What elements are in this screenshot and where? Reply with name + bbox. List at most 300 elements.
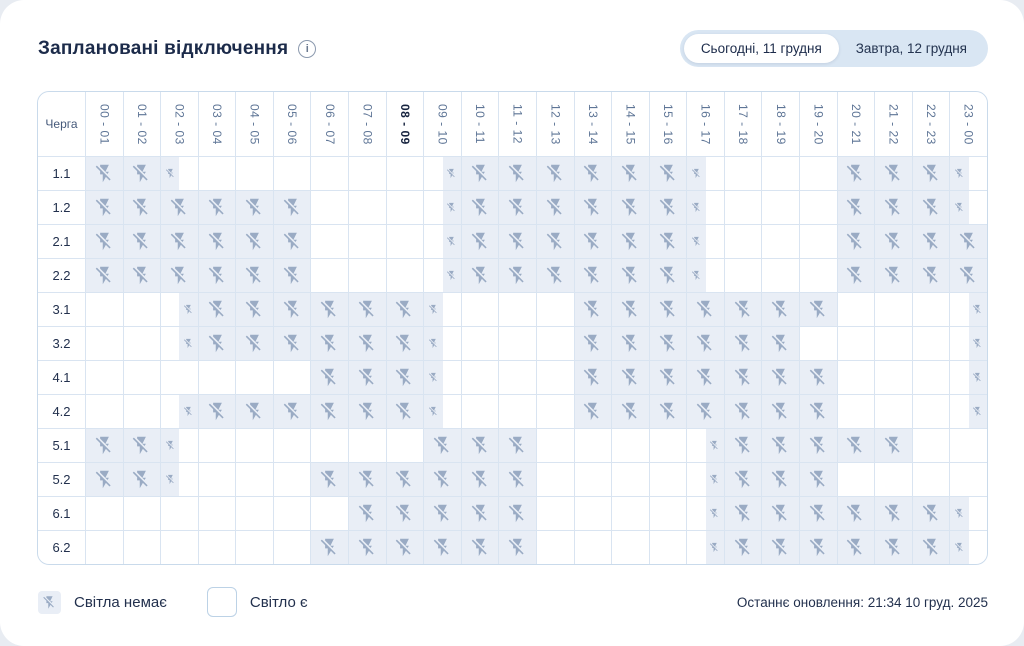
cell-power-on bbox=[612, 531, 649, 564]
power-off-icon bbox=[183, 304, 194, 315]
cell-outage bbox=[236, 293, 273, 326]
hour-header: 04 - 05 bbox=[236, 92, 273, 156]
power-off-icon bbox=[770, 333, 791, 354]
hour-header: 19 - 20 bbox=[800, 92, 837, 156]
power-off-icon bbox=[808, 469, 829, 490]
cell-power-on bbox=[236, 497, 273, 530]
cell-power-on bbox=[349, 429, 386, 462]
power-off-icon bbox=[582, 231, 603, 252]
cell-power-on bbox=[725, 225, 762, 258]
cell-outage bbox=[913, 531, 950, 564]
cell-outage-second-half bbox=[424, 259, 461, 292]
cell-outage bbox=[537, 191, 574, 224]
power-off-icon bbox=[507, 435, 528, 456]
cell-outage bbox=[199, 293, 236, 326]
cell-outage-second-half bbox=[424, 225, 461, 258]
cell-power-on bbox=[86, 293, 123, 326]
cell-outage bbox=[575, 327, 612, 360]
cell-outage-second-half bbox=[950, 327, 987, 360]
power-off-icon bbox=[808, 503, 829, 524]
cell-outage bbox=[650, 259, 687, 292]
cell-outage bbox=[86, 225, 123, 258]
power-off-icon bbox=[42, 595, 57, 610]
cell-power-on bbox=[762, 259, 799, 292]
cell-outage bbox=[762, 361, 799, 394]
power-off-icon bbox=[428, 338, 439, 349]
cell-outage bbox=[687, 361, 724, 394]
cell-outage bbox=[311, 293, 348, 326]
power-off-icon bbox=[94, 231, 115, 252]
cell-power-on bbox=[838, 293, 875, 326]
power-off-icon bbox=[432, 469, 453, 490]
cell-power-on bbox=[124, 497, 161, 530]
power-off-icon bbox=[620, 197, 641, 218]
power-off-icon bbox=[733, 299, 754, 320]
cell-outage bbox=[875, 157, 912, 190]
cell-outage bbox=[424, 497, 461, 530]
power-off-icon bbox=[808, 299, 829, 320]
power-off-icon bbox=[507, 469, 528, 490]
power-off-icon bbox=[845, 197, 866, 218]
cell-power-on bbox=[725, 157, 762, 190]
queue-label: 4.1 bbox=[38, 361, 85, 394]
power-off-icon bbox=[394, 367, 415, 388]
cell-power-on bbox=[199, 497, 236, 530]
cell-outage bbox=[800, 463, 837, 496]
power-off-icon bbox=[432, 435, 453, 456]
cell-outage bbox=[725, 531, 762, 564]
cell-outage bbox=[124, 225, 161, 258]
power-off-icon bbox=[695, 401, 716, 422]
power-off-icon bbox=[620, 265, 641, 286]
cell-outage-second-half bbox=[950, 293, 987, 326]
schedule-grid bbox=[38, 92, 987, 564]
cell-power-on bbox=[913, 395, 950, 428]
hour-header: 02 - 03 bbox=[161, 92, 198, 156]
cell-power-on bbox=[311, 157, 348, 190]
cell-power-on bbox=[537, 361, 574, 394]
power-off-icon bbox=[972, 372, 983, 383]
cell-outage bbox=[950, 259, 987, 292]
power-off-icon bbox=[94, 163, 115, 184]
power-off-icon bbox=[808, 537, 829, 558]
power-off-icon bbox=[958, 231, 979, 252]
power-off-icon bbox=[582, 333, 603, 354]
power-off-icon bbox=[165, 440, 176, 451]
page-title: Заплановані відключення bbox=[38, 37, 289, 59]
cell-power-on bbox=[838, 327, 875, 360]
cell-power-on bbox=[236, 531, 273, 564]
power-off-icon bbox=[470, 469, 491, 490]
cell-outage bbox=[462, 429, 499, 462]
power-off-icon bbox=[808, 401, 829, 422]
power-off-icon bbox=[319, 367, 340, 388]
power-off-icon bbox=[691, 270, 702, 281]
cell-power-on bbox=[537, 395, 574, 428]
cell-outage bbox=[687, 395, 724, 428]
cell-power-on bbox=[725, 259, 762, 292]
hour-header: 15 - 16 bbox=[650, 92, 687, 156]
cell-outage bbox=[387, 293, 424, 326]
cell-power-on bbox=[913, 429, 950, 462]
cell-outage bbox=[575, 259, 612, 292]
power-off-icon bbox=[131, 231, 152, 252]
power-off-icon bbox=[691, 202, 702, 213]
power-off-icon bbox=[282, 333, 303, 354]
cell-outage bbox=[86, 259, 123, 292]
power-off-icon bbox=[954, 542, 965, 553]
cell-power-on bbox=[650, 531, 687, 564]
power-off-icon bbox=[507, 197, 528, 218]
power-off-icon bbox=[770, 367, 791, 388]
queue-label: 4.2 bbox=[38, 395, 85, 428]
cell-outage-second-half bbox=[161, 293, 198, 326]
power-off-icon bbox=[845, 537, 866, 558]
cell-outage bbox=[274, 225, 311, 258]
power-off-icon bbox=[954, 508, 965, 519]
cell-outage bbox=[800, 429, 837, 462]
cell-outage bbox=[199, 327, 236, 360]
cell-outage bbox=[800, 361, 837, 394]
power-off-icon bbox=[845, 265, 866, 286]
cell-power-on bbox=[913, 293, 950, 326]
cell-power-on bbox=[387, 157, 424, 190]
power-off-icon bbox=[658, 163, 679, 184]
cell-power-on bbox=[349, 157, 386, 190]
cell-outage bbox=[199, 259, 236, 292]
cell-outage bbox=[161, 259, 198, 292]
power-off-icon bbox=[244, 333, 265, 354]
power-off-icon bbox=[244, 299, 265, 320]
hour-header: 16 - 17 bbox=[687, 92, 724, 156]
cell-outage-second-half bbox=[424, 157, 461, 190]
cell-outage bbox=[650, 361, 687, 394]
power-off-icon bbox=[183, 338, 194, 349]
hour-header: 21 - 22 bbox=[875, 92, 912, 156]
hour-header: 05 - 06 bbox=[274, 92, 311, 156]
power-off-icon bbox=[921, 197, 942, 218]
hour-header: 18 - 19 bbox=[762, 92, 799, 156]
power-off-icon bbox=[658, 197, 679, 218]
cell-power-on bbox=[575, 429, 612, 462]
power-off-icon bbox=[94, 265, 115, 286]
cell-power-on bbox=[462, 361, 499, 394]
power-off-icon bbox=[244, 231, 265, 252]
cell-power-on bbox=[311, 259, 348, 292]
cell-power-on bbox=[311, 225, 348, 258]
power-off-icon bbox=[883, 265, 904, 286]
cell-outage bbox=[387, 327, 424, 360]
power-off-icon bbox=[545, 163, 566, 184]
cell-outage bbox=[725, 429, 762, 462]
cell-outage-first-half bbox=[424, 395, 461, 428]
cell-outage bbox=[612, 259, 649, 292]
cell-outage-first-half bbox=[424, 361, 461, 394]
cell-power-on bbox=[499, 293, 536, 326]
cell-outage bbox=[913, 225, 950, 258]
power-off-icon bbox=[921, 231, 942, 252]
power-off-icon bbox=[733, 367, 754, 388]
power-off-icon bbox=[432, 537, 453, 558]
cell-power-on bbox=[762, 157, 799, 190]
queue-label: 1.2 bbox=[38, 191, 85, 224]
power-off-icon bbox=[94, 197, 115, 218]
power-off-icon bbox=[207, 197, 228, 218]
power-off-icon bbox=[470, 197, 491, 218]
power-off-icon bbox=[733, 333, 754, 354]
cell-power-on bbox=[462, 293, 499, 326]
cell-power-on bbox=[838, 395, 875, 428]
hour-header: 07 - 08 bbox=[349, 92, 386, 156]
cell-power-on bbox=[274, 531, 311, 564]
power-off-icon bbox=[808, 367, 829, 388]
power-off-icon bbox=[845, 231, 866, 252]
power-off-icon bbox=[165, 474, 176, 485]
cell-power-on bbox=[875, 361, 912, 394]
cell-outage bbox=[236, 327, 273, 360]
cell-outage-first-half bbox=[161, 429, 198, 462]
cell-power-on bbox=[800, 225, 837, 258]
cell-outage bbox=[838, 225, 875, 258]
cell-outage bbox=[274, 191, 311, 224]
cell-outage bbox=[387, 463, 424, 496]
queue-label: 2.1 bbox=[38, 225, 85, 258]
cell-power-on bbox=[86, 531, 123, 564]
tab-tomorrow[interactable]: Завтра, 12 грудня bbox=[855, 41, 967, 56]
cell-power-on bbox=[462, 327, 499, 360]
power-off-icon bbox=[545, 231, 566, 252]
power-off-icon bbox=[883, 503, 904, 524]
legend-no-power-label: Світла немає bbox=[74, 593, 167, 611]
cell-power-on bbox=[349, 259, 386, 292]
power-off-icon bbox=[357, 367, 378, 388]
power-off-icon bbox=[695, 367, 716, 388]
cell-power-on bbox=[387, 429, 424, 462]
cell-outage bbox=[499, 463, 536, 496]
cell-outage bbox=[650, 293, 687, 326]
cell-outage-first-half bbox=[950, 191, 987, 224]
cell-outage bbox=[762, 429, 799, 462]
cell-power-on bbox=[950, 463, 987, 496]
cell-outage bbox=[462, 463, 499, 496]
power-off-icon bbox=[582, 163, 603, 184]
power-off-icon bbox=[394, 299, 415, 320]
cell-power-on bbox=[800, 191, 837, 224]
power-off-icon bbox=[282, 231, 303, 252]
cell-outage bbox=[875, 259, 912, 292]
cell-power-on bbox=[875, 395, 912, 428]
last-update-text: Останнє оновлення: 21:34 10 груд. 2025 bbox=[736, 594, 988, 610]
power-off-icon bbox=[845, 435, 866, 456]
power-off-icon bbox=[94, 435, 115, 456]
cell-outage-second-half bbox=[950, 395, 987, 428]
cell-outage bbox=[424, 463, 461, 496]
power-off-icon bbox=[808, 435, 829, 456]
cell-outage bbox=[86, 191, 123, 224]
cell-outage bbox=[537, 157, 574, 190]
cell-power-on bbox=[86, 361, 123, 394]
info-icon[interactable]: i bbox=[298, 40, 316, 58]
power-off-icon bbox=[921, 503, 942, 524]
cell-outage bbox=[575, 225, 612, 258]
cell-outage bbox=[687, 293, 724, 326]
cell-outage bbox=[86, 157, 123, 190]
cell-outage bbox=[612, 361, 649, 394]
cell-outage bbox=[124, 463, 161, 496]
hour-header: 12 - 13 bbox=[537, 92, 574, 156]
power-off-icon bbox=[958, 265, 979, 286]
cell-power-on bbox=[161, 497, 198, 530]
power-off-icon bbox=[770, 503, 791, 524]
legend-power-on-label: Світло є bbox=[249, 593, 308, 611]
power-off-icon bbox=[165, 168, 176, 179]
cell-power-on bbox=[762, 191, 799, 224]
cell-power-on bbox=[537, 463, 574, 496]
cell-outage-second-half bbox=[161, 327, 198, 360]
cell-outage bbox=[199, 395, 236, 428]
cell-power-on bbox=[86, 497, 123, 530]
tab-today[interactable]: Сьогодні, 11 грудня bbox=[684, 34, 839, 63]
cell-power-on bbox=[875, 327, 912, 360]
cell-power-on bbox=[274, 497, 311, 530]
hour-header: 08 - 09 bbox=[387, 92, 424, 156]
cell-outage bbox=[762, 497, 799, 530]
cell-power-on bbox=[311, 497, 348, 530]
cell-power-on bbox=[124, 293, 161, 326]
cell-power-on bbox=[725, 191, 762, 224]
power-off-icon bbox=[845, 163, 866, 184]
cell-power-on bbox=[199, 463, 236, 496]
cell-outage bbox=[725, 293, 762, 326]
power-off-icon bbox=[620, 299, 641, 320]
power-off-icon bbox=[282, 401, 303, 422]
cell-outage bbox=[725, 361, 762, 394]
power-off-icon bbox=[733, 469, 754, 490]
power-off-icon bbox=[733, 435, 754, 456]
cell-outage bbox=[800, 531, 837, 564]
cell-power-on bbox=[124, 361, 161, 394]
cell-outage bbox=[161, 225, 198, 258]
power-off-icon bbox=[883, 163, 904, 184]
cell-power-on bbox=[236, 157, 273, 190]
power-off-icon bbox=[709, 474, 720, 485]
power-off-icon bbox=[432, 503, 453, 524]
cell-outage bbox=[612, 327, 649, 360]
cell-power-on bbox=[537, 497, 574, 530]
power-off-icon bbox=[695, 333, 716, 354]
cell-outage bbox=[913, 191, 950, 224]
cell-outage-second-half bbox=[687, 429, 724, 462]
power-off-icon bbox=[357, 537, 378, 558]
cell-outage bbox=[499, 497, 536, 530]
cell-outage bbox=[236, 395, 273, 428]
cell-outage-second-half bbox=[687, 497, 724, 530]
cell-outage-first-half bbox=[687, 191, 724, 224]
power-off-icon bbox=[244, 401, 265, 422]
power-off-icon bbox=[446, 202, 457, 213]
queue-label: 6.1 bbox=[38, 497, 85, 530]
cell-power-on bbox=[236, 429, 273, 462]
power-off-icon bbox=[733, 537, 754, 558]
cell-power-on bbox=[650, 463, 687, 496]
cell-outage bbox=[424, 429, 461, 462]
power-off-icon bbox=[582, 401, 603, 422]
cell-outage bbox=[913, 157, 950, 190]
cell-outage bbox=[462, 225, 499, 258]
bottom-bar bbox=[38, 587, 988, 617]
cell-outage bbox=[236, 191, 273, 224]
cell-power-on bbox=[349, 225, 386, 258]
legend-power-on-sample bbox=[207, 587, 237, 617]
power-off-icon bbox=[319, 469, 340, 490]
cell-outage bbox=[499, 531, 536, 564]
power-off-icon bbox=[733, 503, 754, 524]
cell-power-on bbox=[124, 395, 161, 428]
cell-power-on bbox=[86, 395, 123, 428]
cell-outage bbox=[950, 225, 987, 258]
cell-outage bbox=[650, 225, 687, 258]
cell-outage bbox=[311, 531, 348, 564]
cell-power-on bbox=[124, 531, 161, 564]
power-off-icon bbox=[207, 333, 228, 354]
power-off-icon bbox=[319, 537, 340, 558]
power-off-icon bbox=[545, 265, 566, 286]
power-off-icon bbox=[207, 231, 228, 252]
cell-outage bbox=[762, 293, 799, 326]
power-off-icon bbox=[131, 197, 152, 218]
cell-outage bbox=[875, 497, 912, 530]
cell-power-on bbox=[311, 429, 348, 462]
cell-power-on bbox=[913, 327, 950, 360]
cell-outage bbox=[462, 191, 499, 224]
cell-outage bbox=[199, 225, 236, 258]
cell-outage bbox=[424, 531, 461, 564]
power-off-icon bbox=[394, 537, 415, 558]
cell-outage bbox=[612, 191, 649, 224]
cell-outage bbox=[349, 395, 386, 428]
power-off-icon bbox=[207, 265, 228, 286]
legend bbox=[38, 587, 308, 617]
cell-outage bbox=[612, 395, 649, 428]
cell-power-on bbox=[199, 531, 236, 564]
power-off-icon bbox=[883, 197, 904, 218]
power-off-icon bbox=[470, 537, 491, 558]
cell-outage bbox=[838, 429, 875, 462]
cell-outage bbox=[124, 191, 161, 224]
cell-outage bbox=[725, 327, 762, 360]
cell-outage bbox=[913, 497, 950, 530]
cell-outage bbox=[725, 463, 762, 496]
power-off-icon bbox=[357, 469, 378, 490]
power-off-icon bbox=[582, 367, 603, 388]
cell-outage-second-half bbox=[161, 395, 198, 428]
power-off-icon bbox=[658, 231, 679, 252]
cell-power-on bbox=[161, 361, 198, 394]
cell-outage bbox=[537, 259, 574, 292]
hour-header: 01 - 02 bbox=[124, 92, 161, 156]
hour-header: 00 - 01 bbox=[86, 92, 123, 156]
power-off-icon bbox=[770, 401, 791, 422]
cell-outage-first-half bbox=[161, 463, 198, 496]
cell-power-on bbox=[311, 191, 348, 224]
cell-power-on bbox=[199, 157, 236, 190]
cell-power-on bbox=[274, 429, 311, 462]
power-off-icon bbox=[244, 265, 265, 286]
cell-power-on bbox=[612, 429, 649, 462]
power-off-icon bbox=[319, 401, 340, 422]
power-off-icon bbox=[470, 265, 491, 286]
cell-outage bbox=[875, 225, 912, 258]
